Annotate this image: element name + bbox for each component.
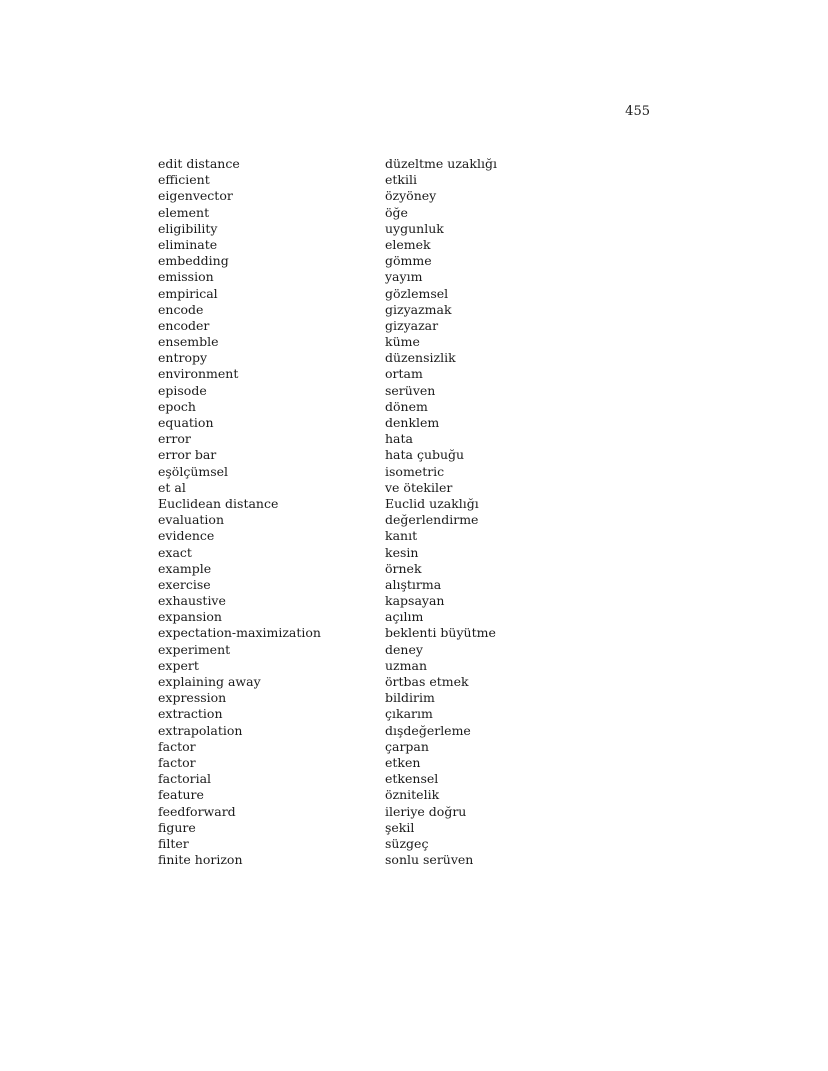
- glossary-translation: gömme: [385, 253, 432, 269]
- glossary-term: feature: [158, 787, 204, 803]
- glossary-row: [158, 593, 658, 609]
- glossary-term: exercise: [158, 576, 211, 592]
- glossary-row: [158, 787, 658, 803]
- glossary-translation: çıkarım: [385, 706, 433, 722]
- glossary-row: [158, 836, 658, 852]
- glossary-translation: deney: [385, 641, 423, 657]
- glossary-term: efficient: [158, 172, 210, 188]
- glossary-term: expansion: [158, 609, 222, 625]
- glossary-term: embedding: [158, 253, 229, 269]
- glossary-row: [158, 205, 658, 221]
- glossary-translation: kanıt: [385, 528, 418, 544]
- glossary-translation: etkili: [385, 172, 417, 188]
- glossary-translation: kapsayan: [385, 593, 445, 609]
- glossary-term: eigenvector: [158, 188, 233, 204]
- page-number: 455: [625, 104, 650, 119]
- glossary-term: filter: [158, 835, 189, 851]
- glossary-translation: kesin: [385, 544, 419, 560]
- glossary-translation: hata çubuğu: [385, 447, 465, 463]
- glossary-term: finite horizon: [158, 852, 243, 868]
- glossary-term: encoder: [158, 317, 210, 333]
- glossary-row: [158, 447, 658, 463]
- glossary-row: [158, 658, 658, 674]
- glossary-translation: düzensizlik: [385, 350, 456, 366]
- glossary-row: [158, 690, 658, 706]
- glossary-term: exact: [158, 544, 192, 560]
- glossary-row: [158, 512, 658, 528]
- glossary-row: [158, 528, 658, 544]
- glossary-row: [158, 253, 658, 269]
- glossary-term: et al: [158, 479, 186, 495]
- glossary-term: environment: [158, 366, 239, 382]
- glossary-translation: ileriye doğru: [385, 803, 467, 819]
- glossary-translation: gizyazmak: [385, 301, 452, 317]
- glossary-term: equation: [158, 415, 214, 430]
- glossary-translation: etkensel: [385, 771, 439, 787]
- glossary-term: figure: [158, 819, 196, 835]
- glossary-term: Euclidean distance: [158, 495, 279, 511]
- glossary-term: error bar: [158, 447, 217, 463]
- glossary-term: entropy: [158, 350, 208, 366]
- glossary-row: [158, 674, 658, 690]
- glossary-term: episode: [158, 382, 207, 398]
- glossary-translation: şekil: [385, 819, 415, 835]
- glossary-translation: sonlu serüven: [385, 852, 474, 868]
- glossary-row: [158, 334, 658, 350]
- glossary-row: [158, 350, 658, 366]
- glossary-term: experiment: [158, 641, 231, 657]
- glossary-term: feedforward: [158, 803, 236, 819]
- glossary-table: [158, 156, 658, 868]
- glossary-term: evidence: [158, 528, 215, 544]
- glossary-term: expression: [158, 690, 227, 706]
- glossary-row: [158, 545, 658, 561]
- glossary-term: exhaustive: [158, 593, 226, 609]
- glossary-translation: isometric: [385, 463, 445, 479]
- glossary-row: [158, 804, 658, 820]
- glossary-term: eliminate: [158, 236, 218, 252]
- glossary-term: factorial: [158, 771, 212, 787]
- glossary-translation: bildirim: [385, 690, 435, 706]
- glossary-row: [158, 172, 658, 188]
- glossary-translation: ortam: [385, 366, 423, 382]
- glossary-row: [158, 399, 658, 415]
- glossary-translation: serüven: [385, 382, 436, 398]
- glossary-row: [158, 723, 658, 739]
- glossary-row: [158, 286, 658, 302]
- glossary-translation: süzgeç: [385, 835, 429, 851]
- glossary-row: [158, 302, 658, 318]
- glossary-translation: ve ötekiler: [385, 479, 453, 495]
- glossary-translation: etken: [385, 754, 421, 770]
- glossary-term: evaluation: [158, 512, 225, 528]
- glossary-row: [158, 642, 658, 658]
- glossary-row: [158, 383, 658, 399]
- glossary-translation: çarpan: [385, 738, 429, 754]
- glossary-row: [158, 852, 658, 868]
- glossary-translation: değerlendirme: [385, 512, 479, 528]
- glossary-row: [158, 269, 658, 285]
- glossary-term: extrapolation: [158, 722, 243, 738]
- glossary-term: factor: [158, 754, 196, 770]
- glossary-translation: öznitelik: [385, 787, 440, 803]
- glossary-term: example: [158, 560, 212, 576]
- glossary-translation: elemek: [385, 236, 431, 252]
- glossary-translation: gözlemsel: [385, 285, 449, 301]
- glossary-term: eşölçümsel: [158, 463, 229, 479]
- glossary-row: [158, 496, 658, 512]
- glossary-row: [158, 820, 658, 836]
- glossary-translation: alıştırma: [385, 576, 442, 592]
- glossary-term: emission: [158, 269, 214, 285]
- glossary-translation: öğe: [385, 204, 408, 220]
- glossary-term: eligibility: [158, 220, 218, 236]
- glossary-translation: dönem: [385, 398, 428, 414]
- glossary-term: empirical: [158, 285, 218, 301]
- glossary-row: [158, 156, 658, 172]
- glossary-row: [158, 188, 658, 204]
- glossary-translation: özyöney: [385, 188, 437, 204]
- glossary-row: [158, 561, 658, 577]
- glossary-translation: gizyazar: [385, 317, 439, 333]
- glossary-row: [158, 577, 658, 593]
- glossary-row: [158, 431, 658, 447]
- glossary-translation: örnek: [385, 560, 422, 576]
- glossary-translation: dışdeğerleme: [385, 722, 471, 738]
- glossary-translation: küme: [385, 334, 420, 350]
- glossary-row: [158, 221, 658, 237]
- glossary-row: [158, 739, 658, 755]
- glossary-translation: denklem: [385, 415, 440, 430]
- glossary-term: extraction: [158, 706, 223, 722]
- glossary-translation: beklenti büyütme: [385, 625, 496, 641]
- glossary-term: epoch: [158, 398, 196, 414]
- glossary-row: [158, 771, 658, 787]
- glossary-translation: düzeltme uzaklığı: [385, 156, 497, 171]
- glossary-term: encode: [158, 301, 204, 317]
- glossary-row: [158, 415, 658, 431]
- glossary-term: ensemble: [158, 334, 219, 350]
- glossary-row: [158, 480, 658, 496]
- glossary-row: [158, 755, 658, 771]
- glossary-row: [158, 464, 658, 480]
- glossary-row: [158, 237, 658, 253]
- glossary-row: [158, 706, 658, 722]
- glossary-translation: açılım: [385, 609, 424, 625]
- glossary-row: [158, 318, 658, 334]
- glossary-translation: uzman: [385, 657, 427, 673]
- glossary-term: expert: [158, 657, 199, 673]
- glossary-row: [158, 625, 658, 641]
- glossary-term: factor: [158, 738, 196, 754]
- glossary-term: explaining away: [158, 674, 261, 689]
- glossary-term: expectation-maximization: [158, 625, 321, 641]
- glossary-term: edit distance: [158, 156, 240, 171]
- glossary-term: element: [158, 204, 210, 220]
- glossary-translation: Euclid uzaklığı: [385, 495, 479, 511]
- glossary-term: error: [158, 431, 191, 447]
- glossary-translation: uygunluk: [385, 220, 444, 236]
- glossary-translation: örtbas etmek: [385, 674, 469, 689]
- glossary-translation: hata: [385, 431, 413, 447]
- glossary-row: [158, 609, 658, 625]
- glossary-translation: yayım: [385, 269, 423, 285]
- glossary-row: [158, 366, 658, 382]
